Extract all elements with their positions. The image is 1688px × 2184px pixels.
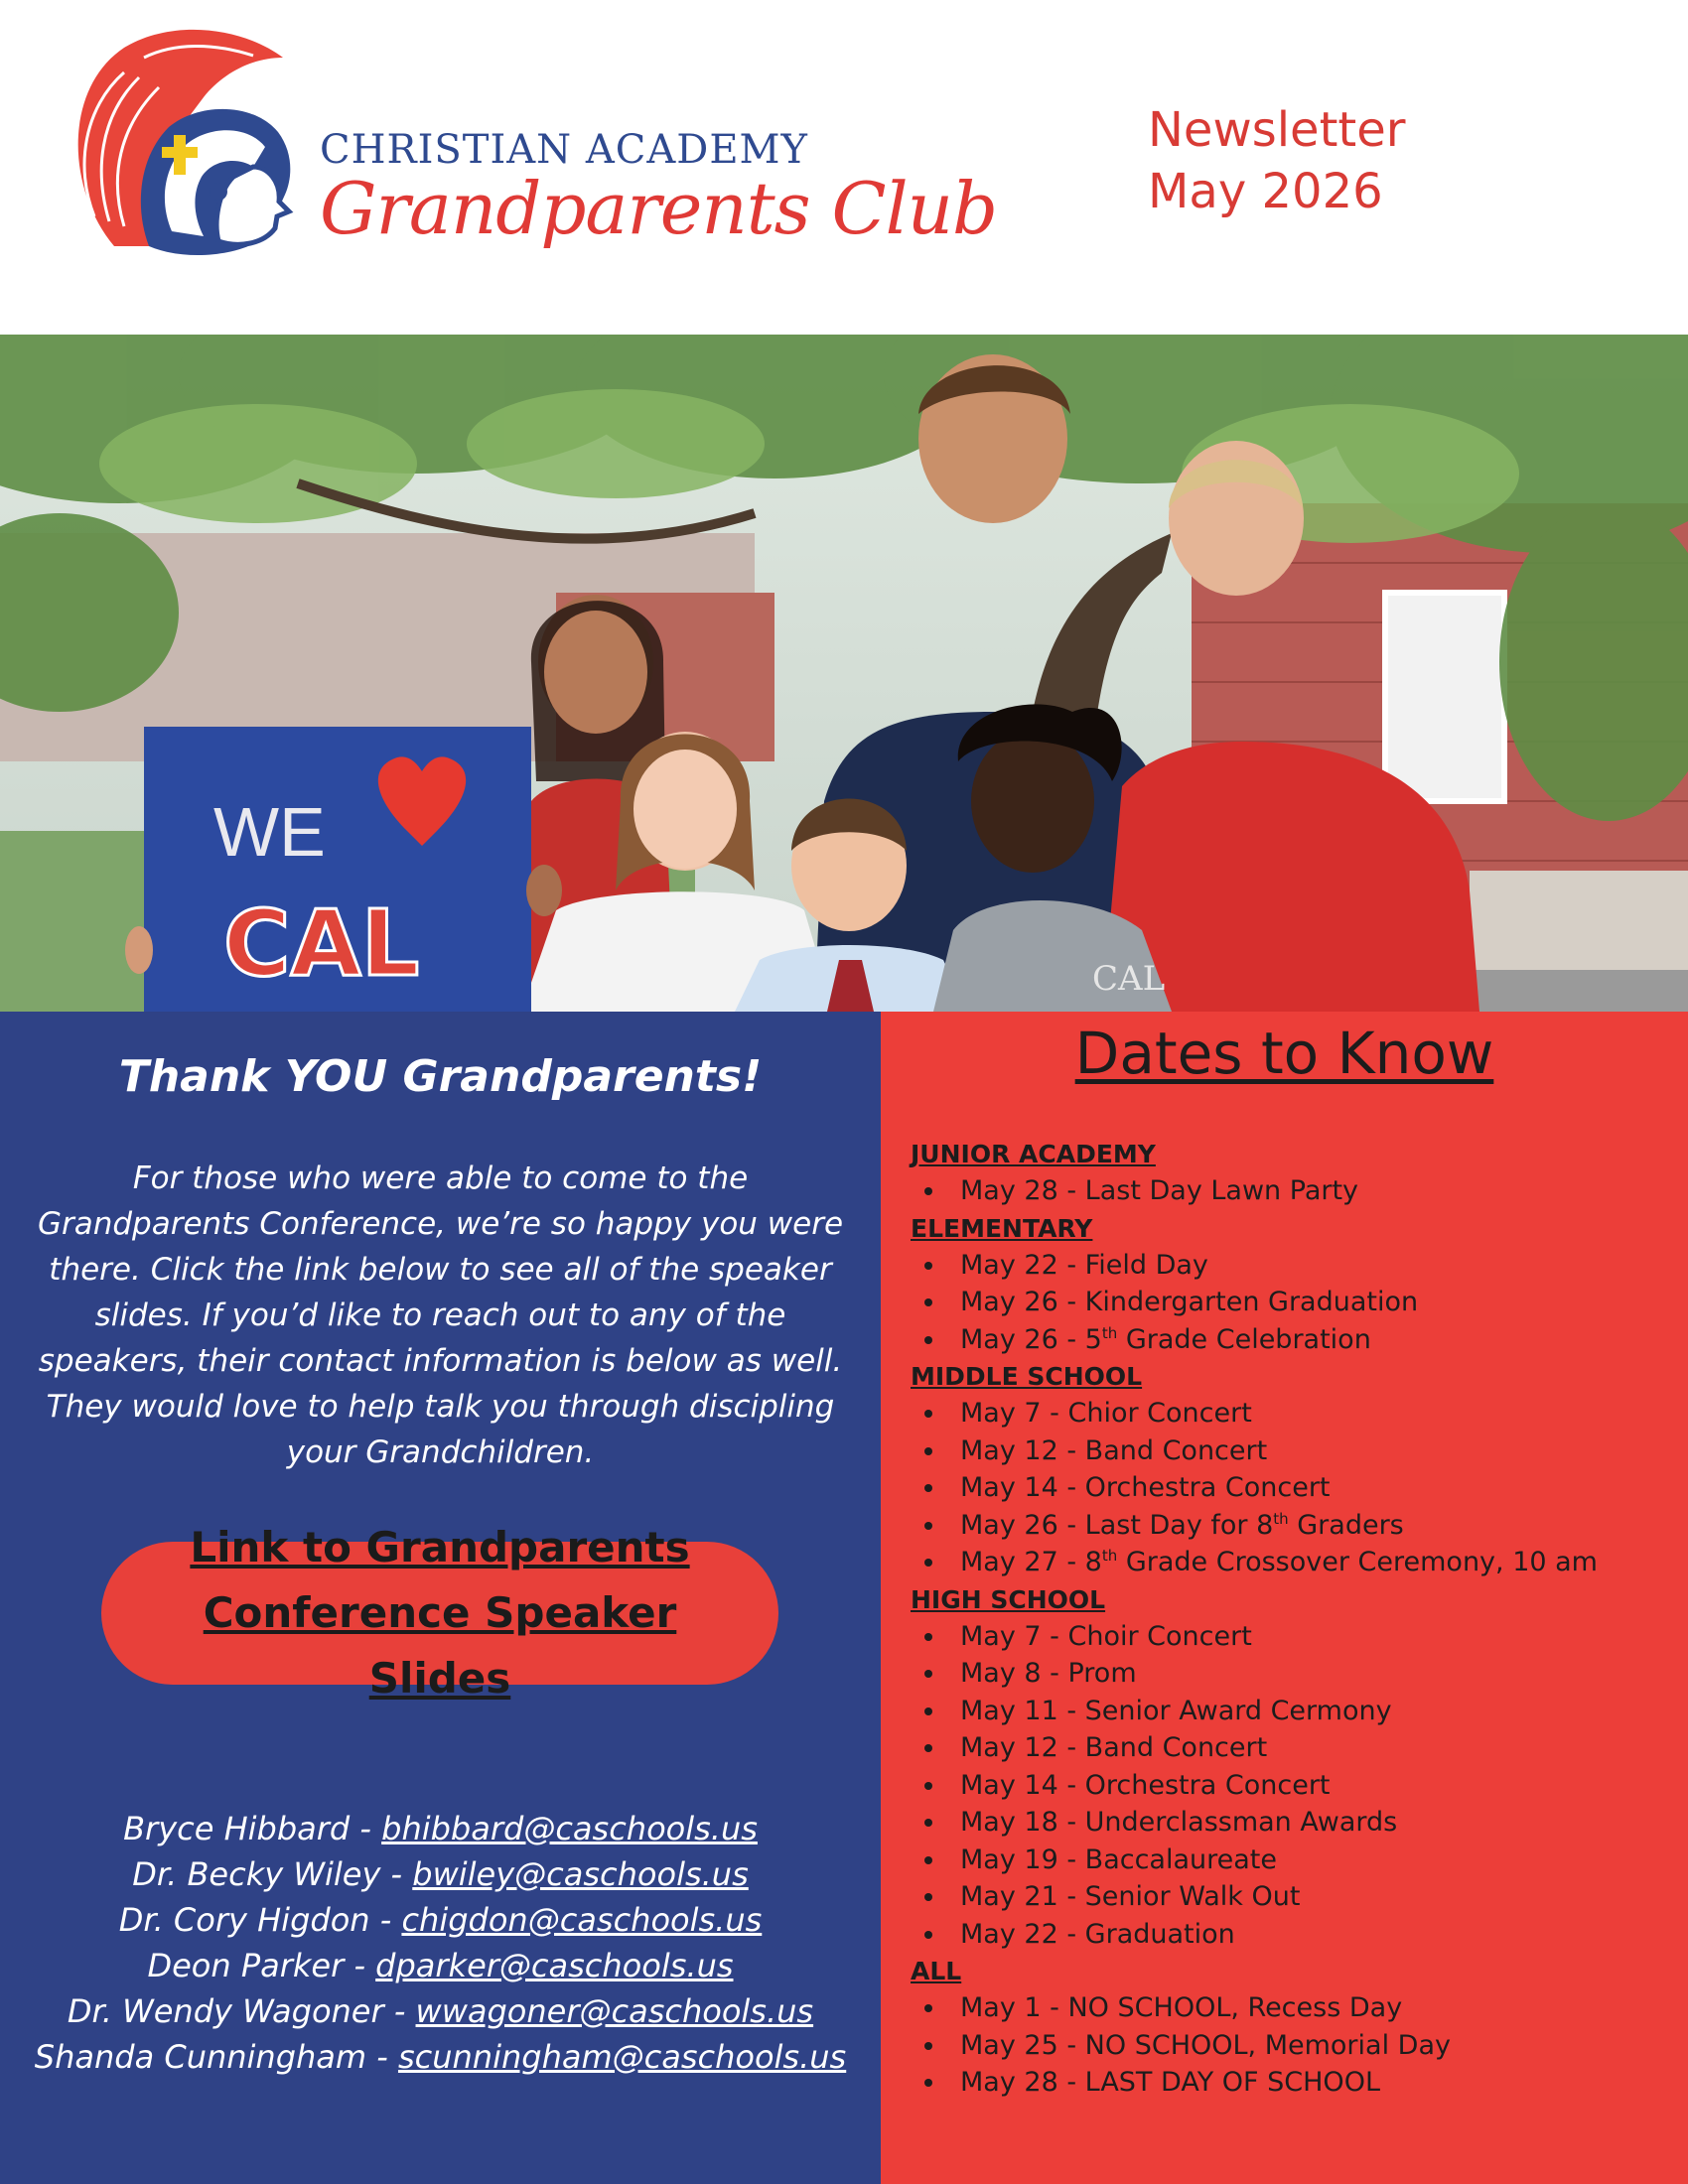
contact-email-link[interactable]: chigdon@caschools.us [401,1901,763,1939]
speaker-contact-list [0,1806,881,2080]
date-item: May 19 - Baccalaureate [911,1842,1685,1879]
slides-link-button[interactable] [101,1523,778,1703]
date-item: May 12 - Band Concert [911,1729,1685,1767]
date-item: May 14 - Orchestra Concert [911,1469,1685,1507]
intro-paragraph: For those who were able to come to the Grandparents Conference, we’re so happy you were there. Click the link below to see all of the speaker slides. If you’d like to reach out to any of the speakers, their contact information is below as well. They would love to help talk you through discipling your Grandchildren. [37,1160,844,1470]
date-text: May 27 - 8 [960,1547,1102,1577]
contact-name: Dr. Cory Higdon - [118,1901,402,1939]
date-item: May 12 - Band Concert [911,1433,1685,1470]
spartan-helmet-logo-icon [55,18,333,296]
category-all: ALL [911,1957,962,1985]
sign-text-we: WE [213,793,326,871]
contact-email-link[interactable]: bwiley@caschools.us [412,1855,749,1893]
middle-school-list [911,1395,1685,1581]
contact-name: Dr. Becky Wiley - [132,1855,413,1893]
ordinal-suffix: th [1101,1547,1118,1565]
sign-text-cal: CAL [223,890,420,997]
date-item: May 8 - Prom [911,1655,1685,1693]
elementary-list [911,1247,1685,1359]
contact-name: Shanda Cunningham - [34,2038,398,2076]
ordinal-suffix: th [1273,1509,1289,1528]
date-item: May 28 - LAST DAY OF SCHOOL [911,2064,1685,2102]
date-text: Grade Celebration [1117,1323,1371,1355]
club-name: Grandparents Club [320,167,998,250]
issue-date: May 2026 [1148,164,1383,219]
category-elementary: ELEMENTARY [911,1213,1093,1243]
contact-name: Dr. Wendy Wagoner - [67,1992,416,2030]
junior-academy-list [911,1172,1685,1210]
category-high-school: HIGH SCHOOL [911,1584,1106,1614]
date-text: May 26 - 5 [960,1323,1102,1355]
contact-item [0,1988,881,2034]
issue-info [1148,99,1405,222]
sweater-logo-text: CAL [1092,959,1166,999]
contact-email-link[interactable]: scunningham@caschools.us [397,2038,847,2076]
date-item: May 25 - NO SCHOOL, Memorial Day [911,2027,1685,2065]
date-text: Grade Crossover Ceremony, 10 am [1117,1547,1598,1577]
date-item: May 22 - Graduation [911,1916,1685,1954]
contact-email-link[interactable]: bhibbard@caschools.us [381,1810,758,1847]
date-item: May 7 - Choir Concert [911,1618,1685,1656]
date-item: May 14 - Orchestra Concert [911,1767,1685,1805]
date-text: Graders [1288,1509,1404,1541]
high-school-list [911,1618,1685,1954]
dates-panel [881,1012,1688,2184]
ordinal-suffix: th [1101,1323,1118,1342]
date-item: May 18 - Underclassman Awards [911,1804,1685,1842]
date-item: May 21 - Senior Walk Out [911,1878,1685,1916]
date-item: May 22 - Field Day [911,1247,1685,1285]
issue-label: Newsletter [1148,102,1406,158]
header [0,0,1688,335]
date-item: May 7 - Chior Concert [911,1395,1685,1433]
students-photo [0,335,1688,1012]
date-item: May 28 - Last Day Lawn Party [911,1172,1685,1210]
thank-you-panel [0,1012,881,2184]
date-item [911,1321,1685,1359]
contact-item [0,1897,881,1943]
category-junior-academy: JUNIOR ACADEMY [911,1140,1156,1168]
thank-you-heading: Thank YOU Grandparents! [118,1051,763,1102]
brand-name: CHRISTIAN ACADEMY [320,127,808,173]
slides-link[interactable]: Link to Grandparents Conference Speaker Slides [190,1523,690,1703]
contact-item [0,1806,881,1851]
dates-schedule [911,1136,1685,2102]
group-photo-illustration [0,335,1688,1012]
date-text: May 26 - Last Day for 8 [960,1509,1274,1541]
contact-item [0,1943,881,1988]
contact-item [0,2034,881,2080]
all-school-list [911,1989,1685,2102]
date-item: May 11 - Senior Award Cermony [911,1693,1685,1730]
date-item: May 26 - Kindergarten Graduation [911,1284,1685,1321]
contact-name: Bryce Hibbard - [123,1810,382,1847]
brand-wordmark [320,127,997,250]
dates-heading: Dates to Know [1074,1020,1494,1087]
contact-item [0,1851,881,1897]
category-middle-school: MIDDLE SCHOOL [911,1362,1143,1391]
contact-email-link[interactable]: dparker@caschools.us [375,1947,734,1984]
date-item [911,1507,1685,1545]
date-item [911,1544,1685,1581]
contact-email-link[interactable]: wwagoner@caschools.us [415,1992,814,2030]
date-item: May 1 - NO SCHOOL, Recess Day [911,1989,1685,2027]
contact-name: Deon Parker - [147,1947,376,1984]
